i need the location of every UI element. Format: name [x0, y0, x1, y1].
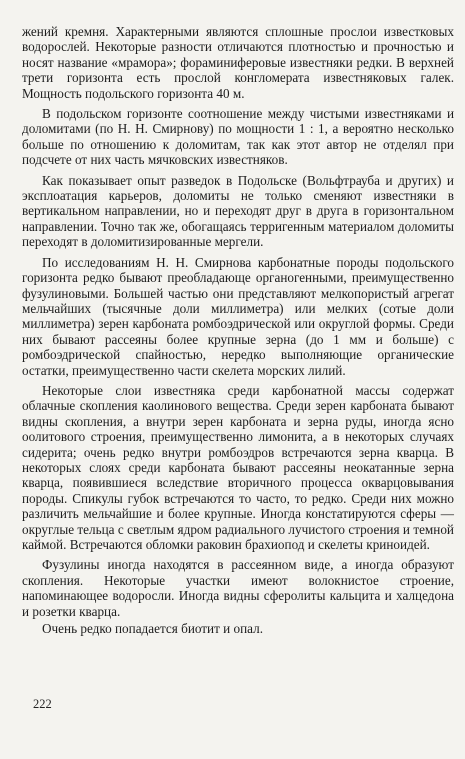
text-page	[22, 24, 454, 637]
paragraph-fusulinids: Фузулины иногда находятся в рассеянном виде, а иногда образуют скопления. Некоторые участки имеют волокнистое строение, напоминающее водоросли. Иногда видны сферолиты кальцита и халцедона и розетки кварца.	[22, 557, 454, 619]
paragraph-podolsk-ratio: В подольском горизонте соотношение между чистыми известняками и доломитами (по Н. Н. Смирнову) по мощности 1 : 1, а вероятно несколько больше по отношению к доломитам, так как этот автор не отделял при подсчете от них часть мячковских известняков.	[22, 106, 454, 168]
paragraph-carbonate-rocks: По исследованиям Н. Н. Смирнова карбонатные породы подольского горизонта редко бывают преобладающе органогенными, преимущественно фузулиновыми. Большей частью они представляют мелкопористый агрегат мельчайших (тысячные доли миллиметра) или мелких (сотые доли миллиметра) зерен карбоната ромбоэдрической или округлой формы. Среди них бывают рассеяны более крупные зерна (до 1 мм и больше) с ромбоэдрической спайностью, нередко выполняющие органические остатки, преимущественно части скелета морских лилий.	[22, 254, 454, 378]
paragraph-dolomite-transition: Как показывает опыт разведок в Подольске (Вольфтрауба и других) и эксплоатация карьеров, доломиты не только сменяют известняки в вертикальном направлении, но и переходят друг в друга в горизонтальном направлении. Точно так же, обогащаясь терригенным материалом доломиты переходят в доломитизированные мергели.	[22, 172, 454, 250]
paragraph-continuation: жений кремня. Характерными являются сплошные прослои известковых водорослей. Некоторые разности отличаются плотностью и прочностью и носят название «мрамора»; фораминиферовые известняки редки. В верхней трети горизонта есть прослой конгломерата известняковых галек. Мощность подольского горизонта 40 м.	[22, 24, 454, 101]
page-number: 222	[33, 697, 52, 711]
paragraph-biotite: Очень редко попадается биотит и опал.	[42, 620, 264, 636]
paragraph-limestone-layers: Некоторые слои известняка среди карбонатной массы содержат облачные скопления каолинового вещества. Среди зерен карбоната бывают видны скопления, а внутри зерен карбоната и зерна руды, иногда ясно оолитового строения, преимущественно лимонита, а в некоторых случаях сидерита; очень редко внутри ромбоэдров встречаются зерна кварца. В некоторых слоях среди карбоната бывают рассеяны неокатанные зерна кварца, появившиеся вследствие вторичного процесса окварцовывания породы. Спикулы губок встречаются то часто, то редко. Среди них можно различить мельчайшие и более крупные. Иногда констатируются сферы — округлые тельца с светлым ядром радиального лучистого строения и темной каймой. Встречаются обломки раковин брахиопод и скелеты криноидей.	[22, 382, 454, 552]
